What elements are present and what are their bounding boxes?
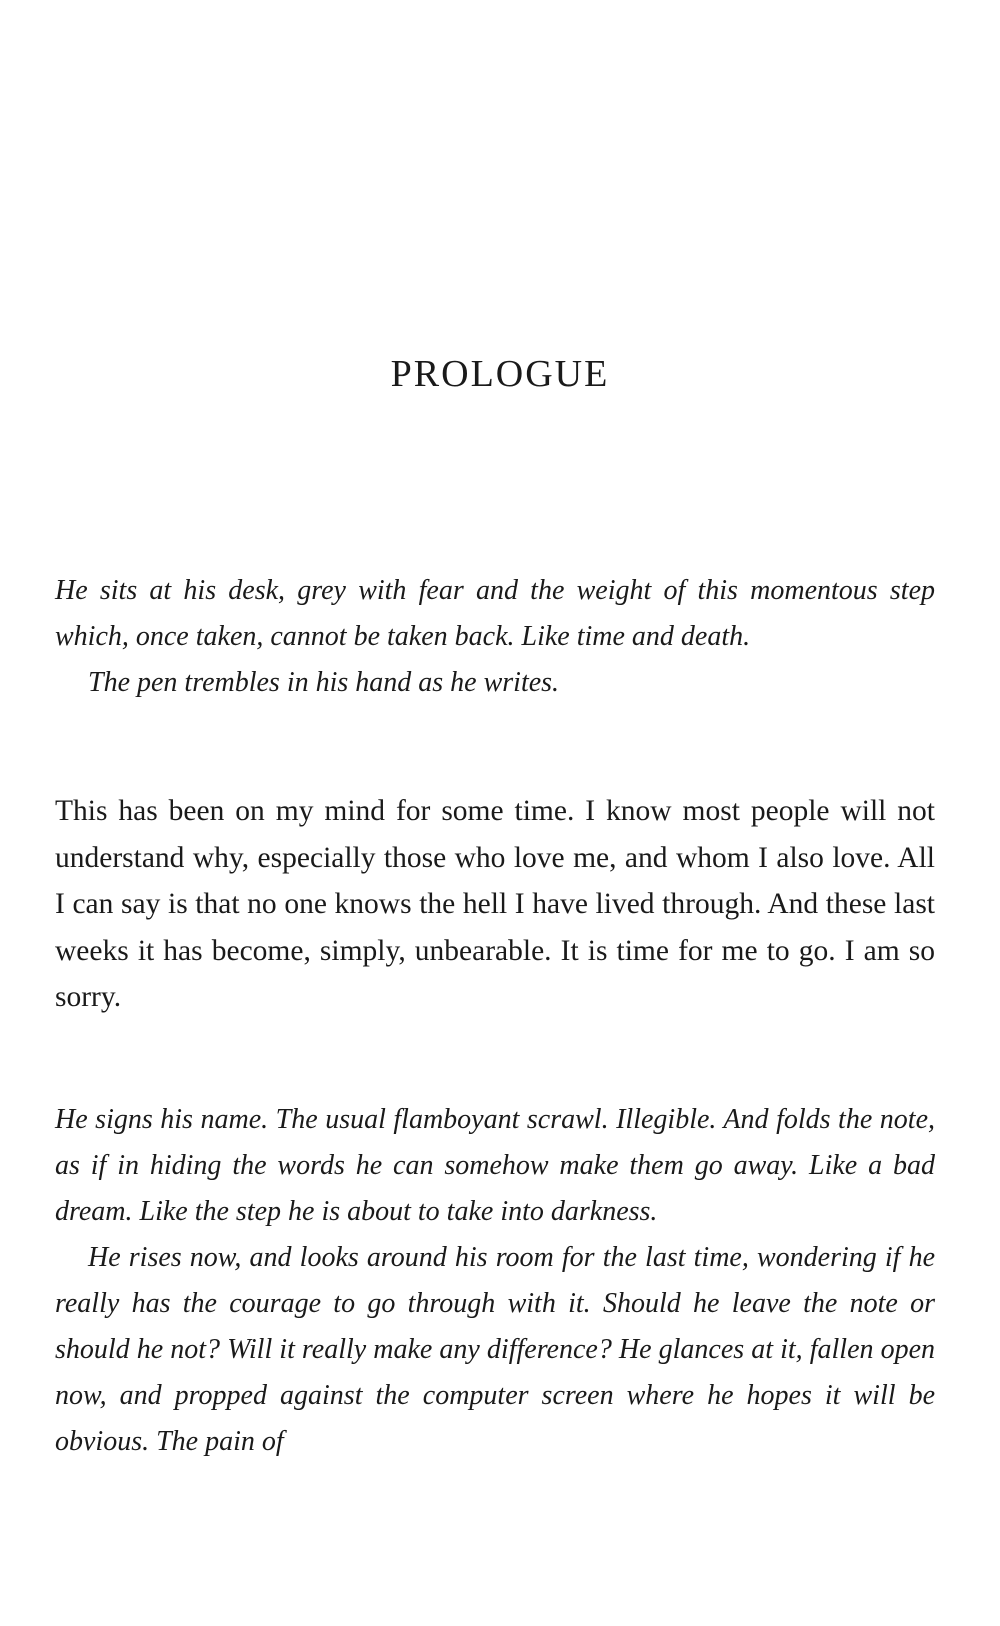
note-paragraph: This has been on my mind for some time. I know most people will not understand why, especially those who love me, and whom I also love. All I can say is that no one knows the hell I have lived through. And these last weeks it has become, simply, unbearable. It is time for me to go. I am so sorry. (55, 795, 935, 1013)
closing-narrative (55, 1097, 935, 1465)
narrative-paragraph-2: The pen trembles in his hand as he writes. (88, 667, 560, 698)
narrative-paragraph-3: He signs his name. The usual flamboyant scrawl. Illegible. And folds the note, as if in hiding the words he can somehow make them go away. Like a bad dream. Like the step he is about to take into darkness. (55, 1104, 935, 1227)
suicide-note-text (55, 788, 935, 1021)
opening-narrative (55, 568, 935, 706)
narrative-paragraph-4: He rises now, and looks around his room for the last time, wondering if he really has the courage to go through with it. Should he leave the note or should he not? Will it really make any difference? He glances at it, fallen open now, and propped against the computer screen where he hopes it will be obvious. The pain of (55, 1242, 935, 1457)
narrative-paragraph-1: He sits at his desk, grey with fear and the weight of this momentous step which, once taken, cannot be taken back. Like time and death. (55, 575, 935, 652)
chapter-title: PROLOGUE (390, 353, 610, 395)
